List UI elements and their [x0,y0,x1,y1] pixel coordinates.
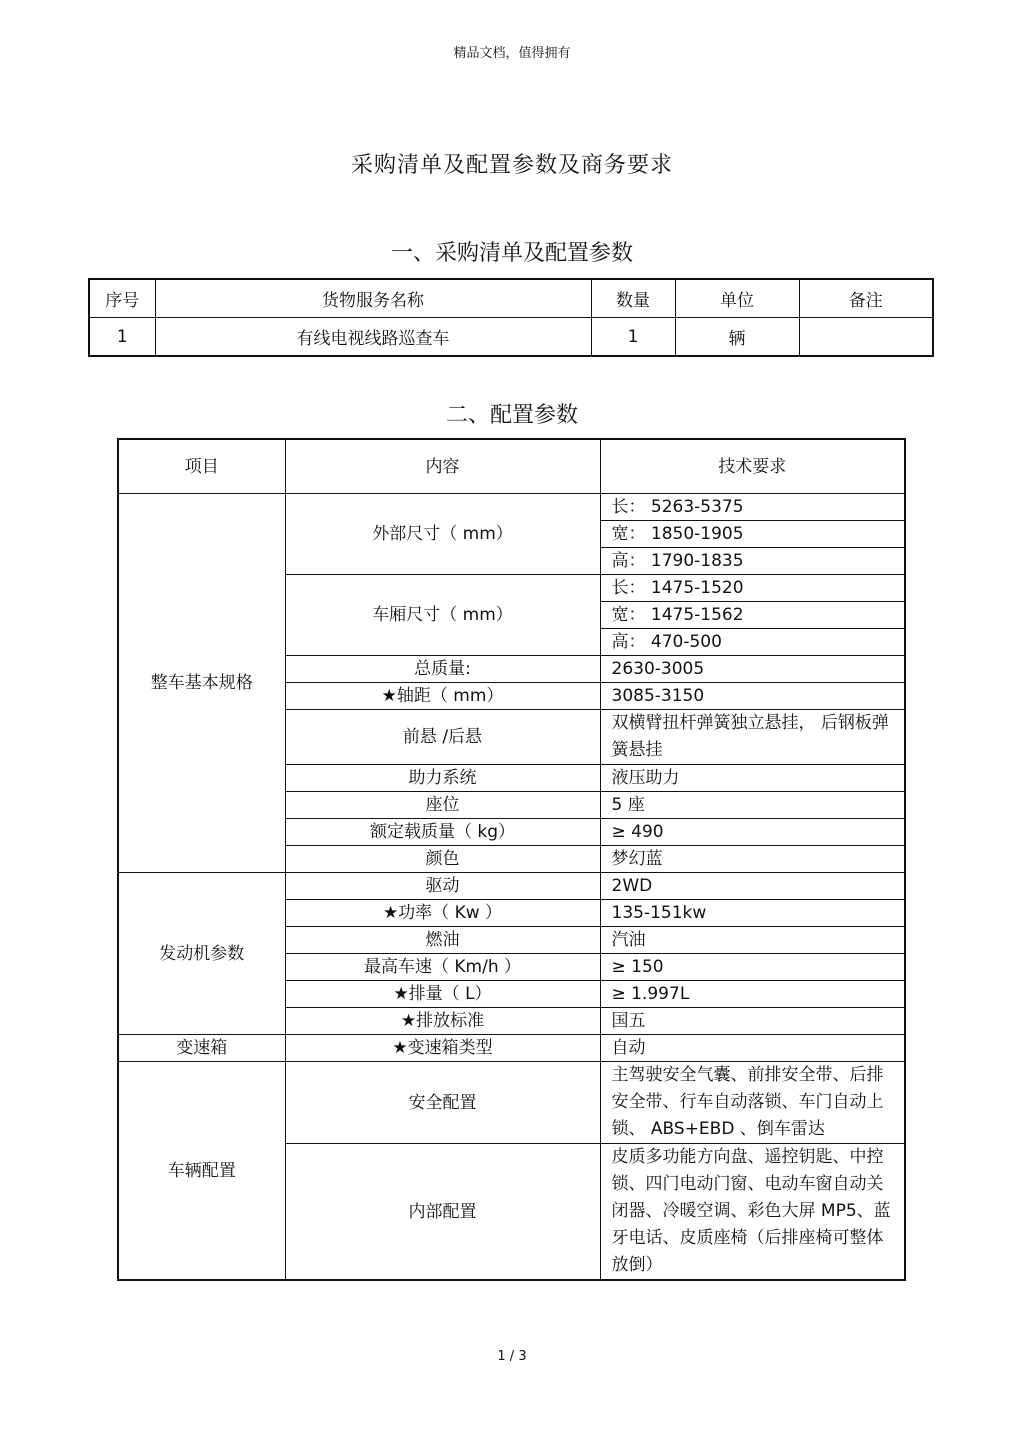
item-cell: 颜色 [285,846,600,873]
item-cell: ★变速箱类型 [285,1035,600,1062]
table-row [89,318,933,357]
group-cell: 车辆配置 [118,1062,285,1281]
item-cell: 前悬 /后悬 [285,710,600,765]
item-cell: 内部配置 [285,1144,600,1281]
item-cell: 座位 [285,792,600,819]
section-heading-2: 二、配置参数 [445,403,578,428]
item-cell: 车厢尺寸（ mm） [285,575,600,656]
value-cell: 主驾驶安全气囊、前排安全带、后排安全带、行车自动落锁、车门自动上锁、 ABS+EBD 、倒车雷达 [600,1062,905,1144]
table-row [118,1035,905,1062]
table-cell: 有线电视线路巡查车 [155,318,591,357]
value-cell: 高： 1790-1835 [600,548,905,575]
column-header: 备注 [799,279,933,318]
item-cell: 最高车速（ Km/h ） [285,954,600,981]
item-cell: 额定载质量（ kg） [285,819,600,846]
column-header: 内容 [285,439,600,494]
column-header: 项目 [118,439,285,494]
value-cell: 汽油 [600,927,905,954]
value-cell: 3085-3150 [600,683,905,710]
value-cell: 5 座 [600,792,905,819]
item-cell: 驱动 [285,873,600,900]
page-header: 精品文档，值得拥有 [453,46,571,61]
value-cell: 宽： 1475-1562 [600,602,905,629]
config-params-table [117,438,906,1281]
group-cell: 发动机参数 [118,873,285,1035]
value-cell: ≥ 1.997L [600,981,905,1008]
section-heading-1: 一、采购清单及配置参数 [390,241,633,266]
item-cell: 总质量: [285,656,600,683]
page-number: 1 / 3 [497,1349,527,1364]
document-title: 采购清单及配置参数及商务要求 [350,153,673,178]
value-cell: 双横臂扭杆弹簧独立悬挂， 后钢板弹簧悬挂 [600,710,905,765]
value-cell: 液压助力 [600,765,905,792]
table-row [118,494,905,521]
value-cell: 国五 [600,1008,905,1035]
value-cell: 135-151kw [600,900,905,927]
item-cell: 燃油 [285,927,600,954]
table-row [118,873,905,900]
item-cell: ★排量（ L） [285,981,600,1008]
table-row [118,1062,905,1144]
group-cell: 整车基本规格 [118,494,285,873]
item-cell: 助力系统 [285,765,600,792]
group-cell: 变速箱 [118,1035,285,1062]
column-header: 数量 [591,279,675,318]
value-cell: 皮质多功能方向盘、遥控钥匙、中控锁、四门电动门窗、电动车窗自动关闭器、冷暖空调、彩色大屏 MP5、蓝牙电话、皮质座椅（后排座椅可整体放倒） [600,1144,905,1281]
value-cell: 宽： 1850-1905 [600,521,905,548]
purchase-list-table [88,278,934,357]
table-cell: 1 [591,318,675,357]
table-cell [799,318,933,357]
column-header: 货物服务名称 [155,279,591,318]
value-cell: 长： 5263-5375 [600,494,905,521]
column-header: 序号 [89,279,155,318]
value-cell: 梦幻蓝 [600,846,905,873]
item-cell: 安全配置 [285,1062,600,1144]
value-cell: 高： 470-500 [600,629,905,656]
table-cell: 1 [89,318,155,357]
column-header: 技术要求 [600,439,905,494]
value-cell: ≥ 150 [600,954,905,981]
table-header-row [118,439,905,494]
value-cell: 2WD [600,873,905,900]
value-cell: 2630-3005 [600,656,905,683]
item-cell: ★功率（ Kw ） [285,900,600,927]
value-cell: ≥ 490 [600,819,905,846]
table-header-row [89,279,933,318]
item-cell: ★排放标准 [285,1008,600,1035]
value-cell: 自动 [600,1035,905,1062]
value-cell: 长： 1475-1520 [600,575,905,602]
column-header: 单位 [675,279,799,318]
item-cell: 外部尺寸（ mm） [285,494,600,575]
table-cell: 辆 [675,318,799,357]
item-cell: ★轴距（ mm） [285,683,600,710]
